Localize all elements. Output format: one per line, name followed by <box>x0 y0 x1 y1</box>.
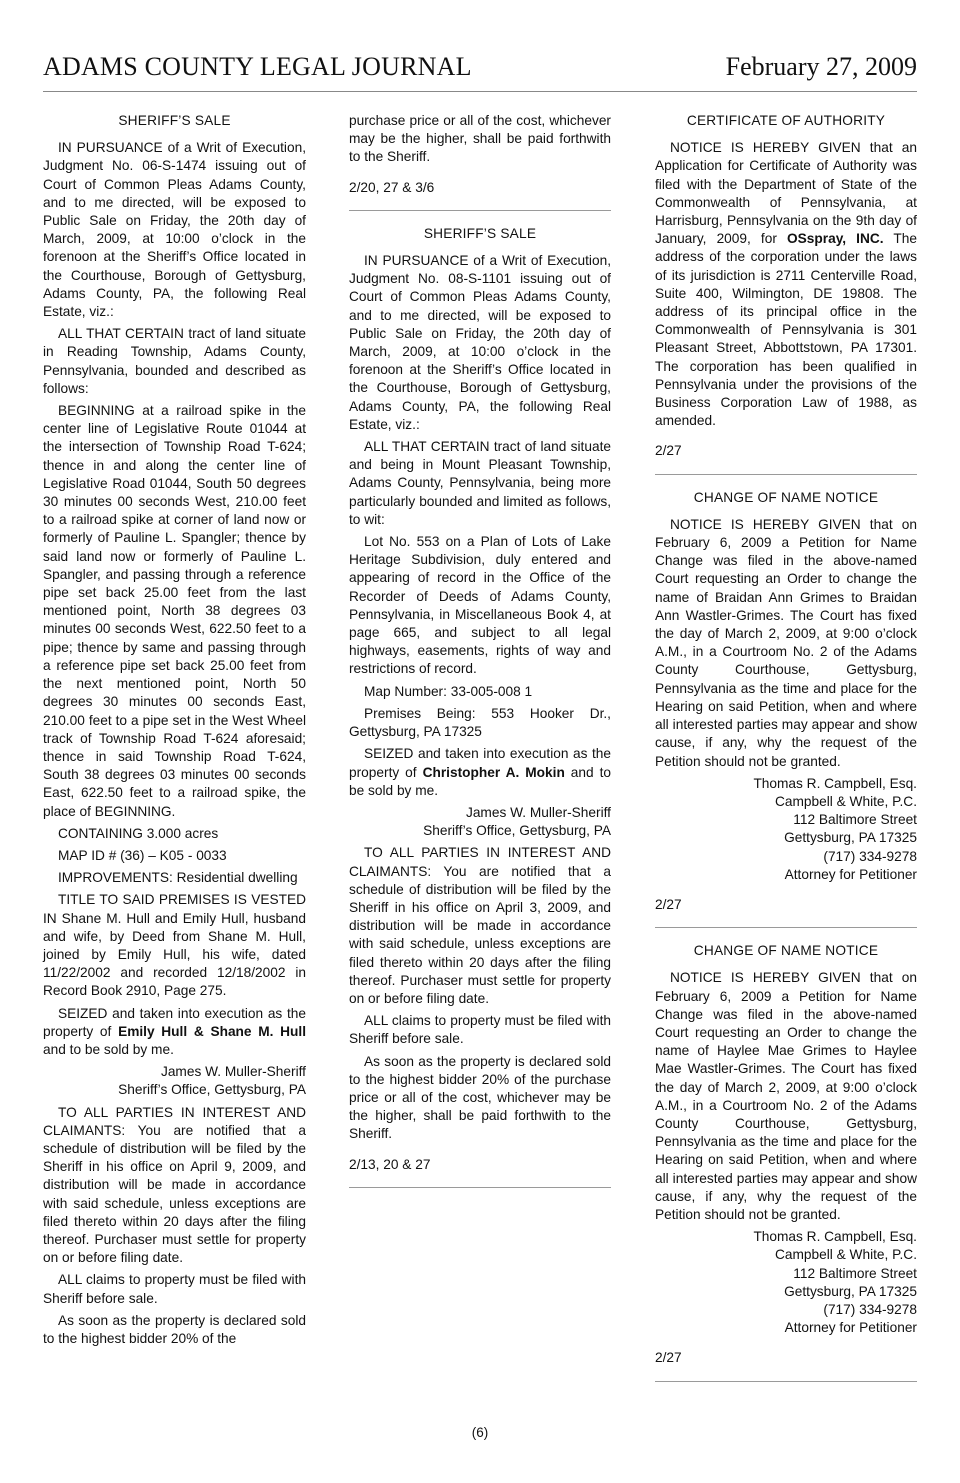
claimants-paragraph: TO ALL PARTIES IN INTEREST AND CLAIMANTS: You are notified that a schedule of distribution will be filed by the Sheriff in his office on April 3, 2009, and distribution will be made in accordance with said schedule, unless exceptions are filed thereto within 20 days after the filing thereof. Purchaser must settle for property on or before filing date. <box>349 845 611 1006</box>
masthead <box>43 52 917 88</box>
claims-paragraph: ALL claims to property must be filed with Sheriff before sale. <box>349 1013 611 1047</box>
writ-paragraph: IN PURSUANCE of a Writ of Execution, Judgment No. 06-S-1474 issuing out of Court of Common Pleas Adams County, and to me directed, will be exposed to Public Sale on Friday, the 20th day of March, 2009, at 10:00 o’clock in the forenoon at the Sheriff’s Office located in the Courthouse, Borough of Gettysburg, Adams County, PA, the following Real Estate, viz.: <box>43 140 306 320</box>
premises-line: Premises Being: 553 Hooker Dr., Gettysburg, PA 17325 <box>349 705 611 740</box>
name-change-paragraph: NOTICE IS HEREBY GIVEN that on February 6, 2009 a Petition for Name Change was filed in the above-named Court requesting an Order to change the name of Braidan Ann Grimes to Braidan Ann Wastler-Grimes. The Court has fixed the day of March 2, 2009, at 9:00 o’clock A.M., in a Courtroom No. 2 of the Adams County Courthouse, Gettysburg, Pennsylvania as the time and place for the Hearing on said Petition, when and where all interested parties may appear and show cause, if any, why the request of the Petition should not be granted. <box>655 516 917 769</box>
corporation-name: OSspray, INC. <box>787 231 884 247</box>
name-change-heading: CHANGE OF NAME NOTICE <box>693 943 879 959</box>
seized-paragraph: SEIZED and taken into execution as the property of Emily Hull & Shane M. Hull and to be sold by me. <box>43 1005 307 1057</box>
map-number-line: Map Number: 33-005-008 1 <box>364 683 533 699</box>
notice-divider <box>655 1381 917 1382</box>
column-middle <box>349 112 611 1202</box>
publication-date: 2/27 <box>655 896 682 912</box>
seized-paragraph: SEIZED and taken into execution as the property of Christopher A. Mokin and to be sold by me. <box>349 746 612 798</box>
bidder-paragraph: As soon as the property is declared sold to the highest bidder 20% of the <box>43 1312 306 1346</box>
sheriff-signature: James W. Muller-Sheriff Sheriff’s Office, Gettysburg, PA <box>423 804 611 839</box>
attorney-signature: Thomas R. Campbell, Esq. Campbell & White, P.C. 112 Baltimore Street Gettysburg, PA 17325 (717) 334-9278 Attorney for Petitioner <box>753 775 917 882</box>
improvements-line: IMPROVEMENTS: Residential dwelling <box>58 870 298 886</box>
name-change-paragraph: NOTICE IS HEREBY GIVEN that on February 6, 2009 a Petition for Name Change was filed in the above-named Court requesting an Order to change the name of Haylee Mae Grimes to Haylee Mae Wastler-Grimes. The Court has fixed the day of March 2, 2009, at 9:00 o’clock A.M., in a Courtroom No. 2 of the Adams County Courthouse, Gettysburg, Pennsylvania as the time and place for the Hearing on said Petition, when and where all interested parties may appear and show cause, if any, why the request of the Petition should not be granted. <box>655 970 917 1222</box>
title-paragraph: TITLE TO SAID PREMISES IS VESTED IN Shane M. Hull and Emily Hull, husband and wife, by Deed from Shane M. Hull, joined by Emily Hull, his wife, dated 11/22/2002 and recorded 12/18/2002 in Record Book 2910, Page 275. <box>43 892 306 999</box>
publication-dates: 2/13, 20 & 27 <box>349 1156 431 1172</box>
certificate-heading: CERTIFICATE OF AUTHORITY <box>686 113 886 128</box>
sheriff-sale-heading: SHERIFF’S SALE <box>118 113 231 128</box>
tract-paragraph: ALL THAT CERTAIN tract of land situate and being in Mount Pleasant Township, Adams County, Pennsylvania, being more particularly bounded and limited as follows, to wit: <box>349 439 611 527</box>
property-owner-name: Christopher A. Mokin <box>422 764 565 780</box>
map-id-line: MAP ID # (36) – K05 - 0033 <box>58 847 227 863</box>
claims-paragraph: ALL claims to property must be filed with Sheriff before sale. <box>43 1272 306 1306</box>
description-paragraph: BEGINNING at a railroad spike in the center line of Legislative Route 01044 at the intersection of Township Road T-624; thence in and along the center line of Legislative Road 01044, South 50 degrees 30 minutes 00 seconds West, 210.00 feet to a railroad spike at corner of land now or formerly of Pauline L. Spangler; thence by said land now or formerly of Pauline L. Spangler, and passing through a reference pipe set back 25.00 feet from the last mentioned point, North 38 degrees 03 minutes 00 seconds West, 622.50 feet to a pipe; thence by same and passing through a reference pipe set back 25.00 feet from the next mentioned point, North 50 degrees 30 minutes 00 seconds East, 210.00 feet to a pipe set in the West Wheel track of Township Road T-624 aforesaid; thence in said Township Road T-624, South 38 degrees 03 minutes 00 seconds East, 622.50 feet to a railroad spike, the place of BEGINNING. <box>43 403 306 819</box>
notice-divider <box>349 1187 611 1188</box>
attorney-signature: Thomas R. Campbell, Esq. Campbell & White, P.C. 112 Baltimore Street Gettysburg, PA 17325 (717) 334-9278 Attorney for Petitioner <box>753 1229 917 1336</box>
writ-paragraph: IN PURSUANCE of a Writ of Execution, Judgment No. 08-S-1101 issuing out of Court of Common Pleas Adams County, and to me directed, will be exposed to Public Sale on Friday, the 20th day of March, 2009, at 10:00 o’clock in the forenoon at the Sheriff’s Office located in the Courthouse, Borough of Gettysburg, Adams County, PA, the following Real Estate, viz.: <box>349 253 611 432</box>
bidder-paragraph: As soon as the property is declared sold to the highest bidder 20% of the purchase price or all of the cost, whichever may be the higher, shall be paid forthwith to the Sheriff. <box>349 1053 611 1142</box>
publication-date: 2/27 <box>655 1350 682 1366</box>
page-number: (6) <box>471 1425 489 1440</box>
notice-divider <box>655 474 917 475</box>
lot-paragraph: Lot No. 553 on a Plan of Lots of Lake Heritage Subdivision, duly entered and appearing of record in the Office of the Recorder of Deeds of Adams County, Pennsylvania, in Miscellaneous Book 4, at page 665, and subject to all legal highways, easements, rights of way and restrictions of record. <box>349 534 611 677</box>
acreage-line: CONTAINING 3.000 acres <box>58 825 219 841</box>
notice-divider <box>655 927 917 928</box>
sheriff-sale-heading: SHERIFF’S SALE <box>423 225 537 241</box>
claimants-paragraph: TO ALL PARTIES IN INTEREST AND CLAIMANTS: You are notified that a schedule of distribution will be filed by the Sheriff in his office on April 9, 2009, and distribution will be made in accordance with said schedule, unless exceptions are filed thereto within 20 days after the filing thereof. Purchaser must settle for property on or before filing date. <box>43 1104 306 1266</box>
certificate-paragraph: NOTICE IS HEREBY GIVEN that an Application for Certificate of Authority was filed with the Department of State of the Commonwealth of Pennsylvania, at Harrisburg, Pennsylvania on the 9th day of January, 2009, for OSspray, INC. The address of the corporation under the laws of its jurisdiction is 2711 Centerville Road, Suite 400, Wilmington, DE 19808. The address of its principal office in the Commonwealth of Pennsylvania is 301 Pleasant Street, Abbottstown, PA 17301. The corporation has been qualified in Pennsylvania under the provisions of the Business Corporation Law of 1988, as amended. <box>655 140 917 429</box>
tract-paragraph: ALL THAT CERTAIN tract of land situate in Reading Township, Adams County, Pennsylvania, bounded and described as follows: <box>43 326 306 396</box>
name-change-heading: CHANGE OF NAME NOTICE <box>693 489 879 505</box>
issue-date: February 27, 2009 <box>725 52 917 81</box>
masthead-divider <box>43 91 917 92</box>
sheriff-signature: James W. Muller-Sheriff Sheriff’s Office, Gettysburg, PA <box>118 1064 306 1098</box>
publication-dates: 2/20, 27 & 3/6 <box>349 179 435 195</box>
continued-paragraph: purchase price or all of the cost, whichever may be the higher, shall be paid forthwith to the Sheriff. <box>349 113 611 165</box>
property-owner-name: Emily Hull & Shane M. Hull <box>118 1023 307 1039</box>
column-left <box>43 112 306 1352</box>
column-right <box>655 112 917 1396</box>
publication-date: 2/27 <box>655 443 682 459</box>
notice-divider <box>349 210 611 211</box>
journal-title: ADAMS COUNTY LEGAL JOURNAL <box>43 52 472 81</box>
